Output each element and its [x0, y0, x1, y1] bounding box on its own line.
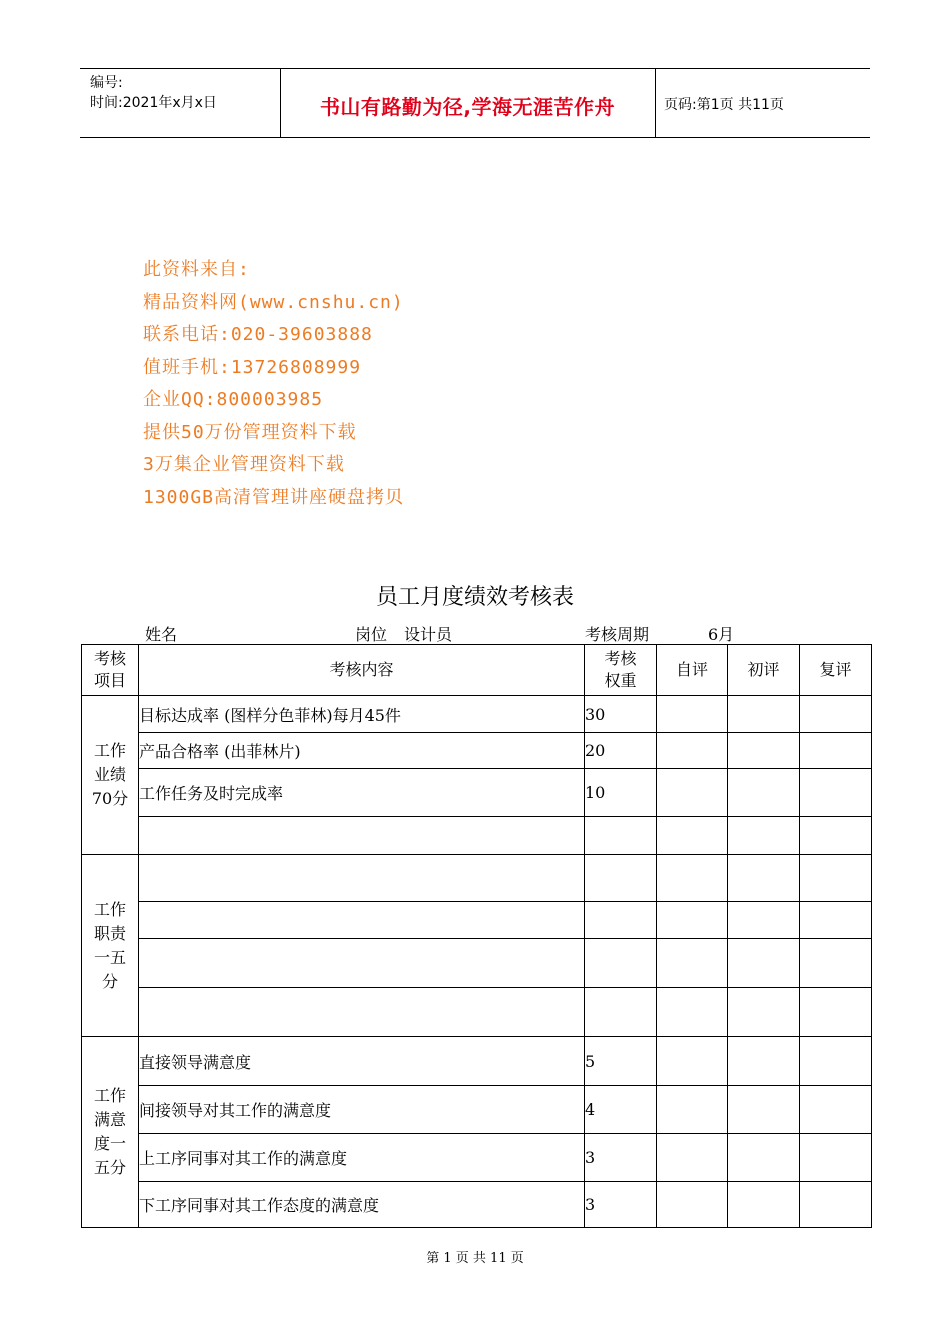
self-score-cell[interactable] — [657, 939, 728, 988]
position-label: 岗位 — [355, 625, 388, 644]
initial-score-cell[interactable] — [728, 988, 800, 1037]
table-row — [82, 1037, 872, 1086]
review-score-cell[interactable] — [800, 733, 872, 769]
period-label: 考核周期 — [585, 625, 650, 644]
row-content: 目标达成率 (图样分色菲林)每月45件 — [139, 696, 585, 733]
header-page-info: 页码:第1页 共11页 — [664, 97, 784, 113]
row-weight — [585, 939, 657, 988]
review-score-cell[interactable] — [800, 988, 872, 1037]
table-row — [82, 1182, 872, 1228]
table-row — [82, 939, 872, 988]
header-motto: 书山有路勤为径,学海无涯苦作舟 — [319, 95, 616, 119]
header-divider — [655, 69, 656, 137]
review-score-cell[interactable] — [800, 1086, 872, 1134]
time-label: 时间:2021年x月x日 — [90, 95, 217, 111]
review-score-cell[interactable] — [800, 855, 872, 902]
initial-score-cell[interactable] — [728, 696, 800, 733]
initial-score-cell[interactable] — [728, 902, 800, 939]
ad-line: 精品资料网(www.cnshu.cn) — [143, 291, 404, 313]
initial-score-cell[interactable] — [728, 1134, 800, 1182]
ad-line: 提供50万份管理资料下载 — [143, 421, 357, 443]
row-weight: 3 — [585, 1182, 657, 1228]
self-score-cell[interactable] — [657, 1037, 728, 1086]
row-content: 下工序同事对其工作态度的满意度 — [139, 1182, 585, 1228]
row-weight — [585, 855, 657, 902]
section-label: 工作职责一五分 — [82, 855, 139, 1037]
self-score-cell[interactable] — [657, 1086, 728, 1134]
page-footer: 第 1 页 共 11 页 — [426, 1251, 524, 1266]
table-row — [82, 855, 872, 902]
row-content — [139, 988, 585, 1037]
ad-line: 值班手机:13726808999 — [143, 356, 362, 378]
table-row — [82, 733, 872, 769]
col-header-content: 考核内容 — [139, 645, 585, 696]
self-score-cell[interactable] — [657, 855, 728, 902]
self-score-cell[interactable] — [657, 902, 728, 939]
row-content: 工作任务及时完成率 — [139, 769, 585, 817]
row-weight — [585, 988, 657, 1037]
review-score-cell[interactable] — [800, 817, 872, 855]
table-row — [82, 988, 872, 1037]
table-row — [82, 696, 872, 733]
review-score-cell[interactable] — [800, 1037, 872, 1086]
row-weight — [585, 902, 657, 939]
col-header-initial: 初评 — [728, 645, 800, 696]
review-score-cell[interactable] — [800, 902, 872, 939]
row-content — [139, 939, 585, 988]
name-label: 姓名 — [145, 625, 178, 644]
review-score-cell[interactable] — [800, 769, 872, 817]
row-weight: 5 — [585, 1037, 657, 1086]
ad-line: 3万集企业管理资料下载 — [143, 454, 345, 475]
form-title: 员工月度绩效考核表 — [375, 585, 574, 610]
row-weight: 20 — [585, 733, 657, 769]
col-header-weight: 考核权重 — [585, 645, 657, 696]
table-header-row — [82, 645, 872, 696]
col-header-review: 复评 — [800, 645, 872, 696]
self-score-cell[interactable] — [657, 1182, 728, 1228]
self-score-cell[interactable] — [657, 817, 728, 855]
table-row — [82, 1086, 872, 1134]
row-weight: 30 — [585, 696, 657, 733]
row-weight — [585, 817, 657, 855]
col-header-self: 自评 — [657, 645, 728, 696]
row-content: 间接领导对其工作的满意度 — [139, 1086, 585, 1134]
review-score-cell[interactable] — [800, 696, 872, 733]
review-score-cell[interactable] — [800, 1134, 872, 1182]
initial-score-cell[interactable] — [728, 855, 800, 902]
header-meta — [90, 73, 217, 113]
self-score-cell[interactable] — [657, 769, 728, 817]
row-content — [139, 817, 585, 855]
initial-score-cell[interactable] — [728, 1037, 800, 1086]
initial-score-cell[interactable] — [728, 1182, 800, 1228]
table-row — [82, 769, 872, 817]
initial-score-cell[interactable] — [728, 817, 800, 855]
table-row — [82, 902, 872, 939]
ad-line: 企业QQ:800003985 — [143, 389, 324, 410]
review-score-cell[interactable] — [800, 1182, 872, 1228]
initial-score-cell[interactable] — [728, 733, 800, 769]
row-content — [139, 902, 585, 939]
col-header-item: 考核项目 — [82, 645, 139, 696]
self-score-cell[interactable] — [657, 733, 728, 769]
row-content: 上工序同事对其工作的满意度 — [139, 1134, 585, 1182]
ad-line: 此资料来自: — [143, 259, 250, 280]
initial-score-cell[interactable] — [728, 1086, 800, 1134]
row-content — [139, 855, 585, 902]
ad-block — [143, 254, 404, 514]
initial-score-cell[interactable] — [728, 769, 800, 817]
number-label: 编号: — [90, 75, 123, 91]
initial-score-cell[interactable] — [728, 939, 800, 988]
document-header — [80, 68, 870, 138]
row-content: 产品合格率 (出菲林片) — [139, 733, 585, 769]
row-weight: 10 — [585, 769, 657, 817]
table-row — [82, 817, 872, 855]
position-value: 设计员 — [404, 625, 453, 644]
self-score-cell[interactable] — [657, 696, 728, 733]
period-value: 6月 — [708, 625, 735, 644]
row-weight: 4 — [585, 1086, 657, 1134]
ad-line: 1300GB高清管理讲座硬盘拷贝 — [143, 486, 405, 508]
evaluation-table — [81, 644, 872, 1228]
table-row — [82, 1134, 872, 1182]
row-weight: 3 — [585, 1134, 657, 1182]
section-label: 工作业绩70分 — [82, 696, 139, 855]
ad-line: 联系电话:020-39603888 — [143, 324, 373, 345]
section-label: 工作满意度一五分 — [82, 1037, 139, 1228]
self-score-cell[interactable] — [657, 988, 728, 1037]
row-content: 直接领导满意度 — [139, 1037, 585, 1086]
review-score-cell[interactable] — [800, 939, 872, 988]
self-score-cell[interactable] — [657, 1134, 728, 1182]
